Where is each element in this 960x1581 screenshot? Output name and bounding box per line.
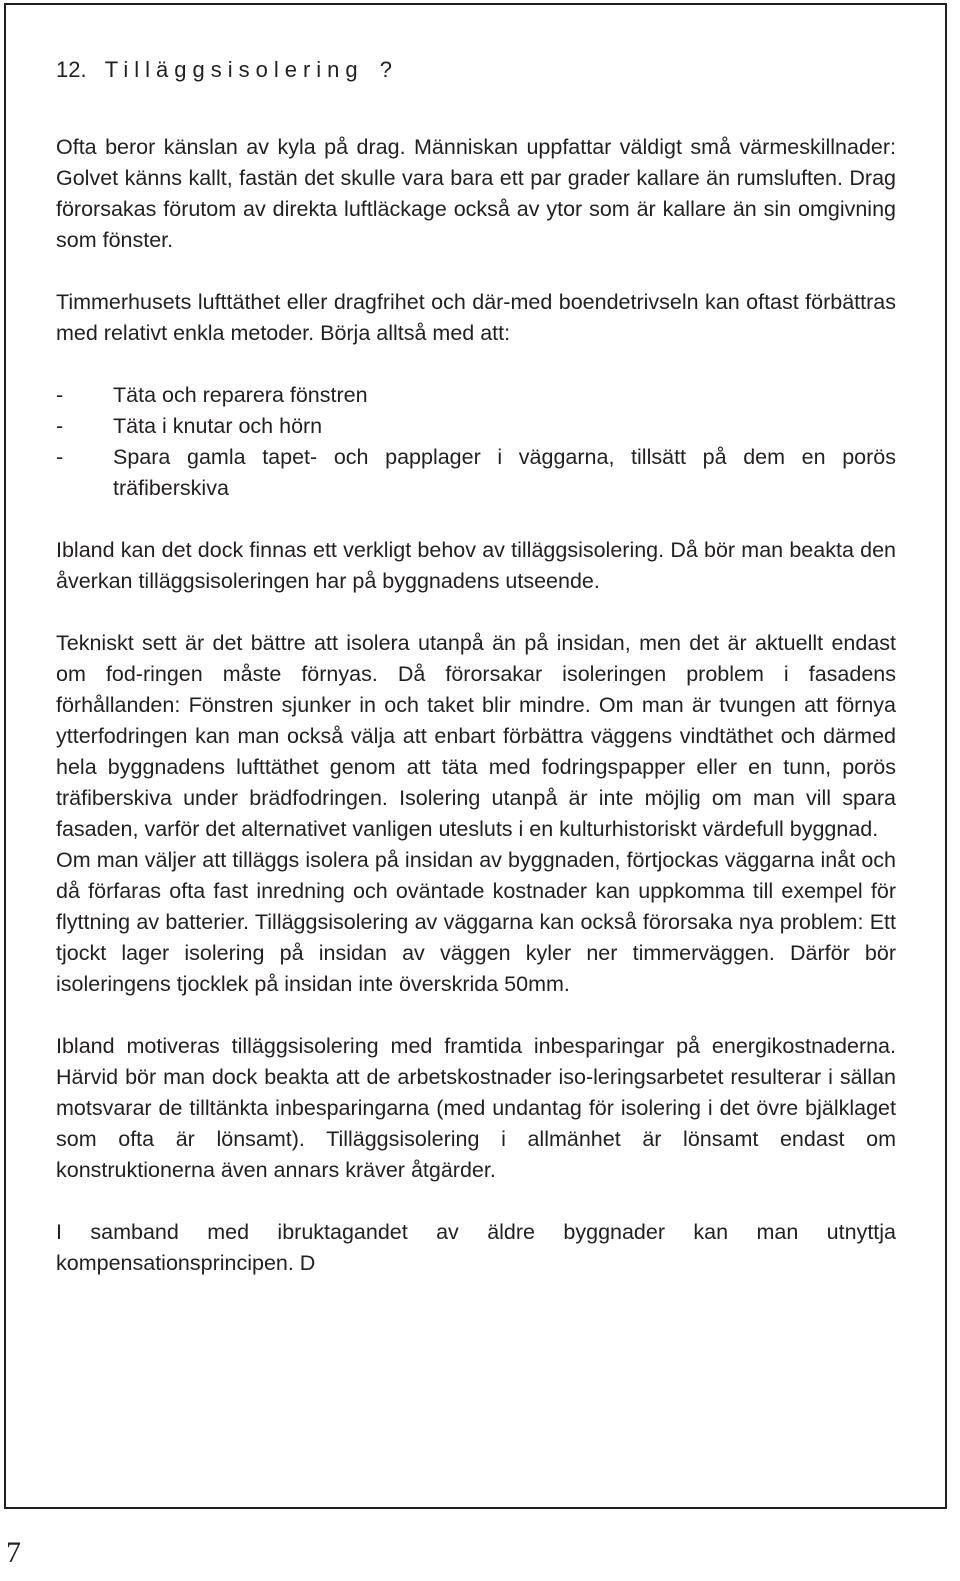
paragraph-inside-insulation: Om man väljer att tilläggs isolera på insidan av byggnaden, förtjockas väggarna inåt och då förfaras ofta fast inredning och oväntade kostnader kan uppkomma till exempel för flyttning av batterier. Tilläggsisolering av väggarna kan också förorsaka nya problem: Ett tjockt lager isolering på insidan av väggen kyler ner timmerväggen. Därför bör isoleringens tjocklek på insidan inte överskrida 50mm. — [56, 848, 896, 996]
paragraph-need-for-insulation: Ibland kan det dock finnas ett verkligt behov av tilläggsisolering. Då bör man beakta den åverkan tilläggsisoleringen har på byggnadens utseende. — [56, 538, 896, 593]
list-item-text: Täta och reparera fönstren — [113, 383, 368, 407]
list-dash: - — [56, 445, 64, 469]
paragraph-energy-savings: Ibland motiveras tilläggsisolering med framtida inbesparingar på energikostnaderna. Härvid bör man dock beakta att de arbetskostnader iso-leringsarbetet resulterar i sällan motsvarar de tilltänkta inbesparingarna (med undantag för isolering i det övre bjälklaget som ofta är lönsamt). Tilläggsisolering i allmänhet är lönsamt endast om konstruktionerna även annars kräver åtgärder. — [56, 1034, 896, 1182]
list-item — [56, 380, 896, 411]
paragraph-outside-insulation: Tekniskt sett är det bättre att isolera utanpå än på insidan, men det är aktuellt endast om fod-ringen måste förnyas. Då förorsakar isoleringen problem i fasadens förhållanden: Fönstren sjunker in och taket blir mindre. Om man är tvungen att förnya ytterfodringen kan man också välja att enbart förbättra väggens vindtäthet och därmed hela byggnadens lufttäthet genom att täta med fodringspapper eller en tunn, porös träfiberskiva under brädfodringen. Isolering utanpå är inte möjlig om man vill spara fasaden, varför det alternativet vanligen utesluts i en kulturhistoriskt värdefull byggnad. — [56, 631, 896, 841]
section-heading — [56, 54, 896, 85]
list-dash: - — [56, 414, 64, 438]
list-item-text: Täta i knutar och hörn — [113, 414, 323, 438]
document-body — [56, 54, 896, 1279]
page-number: 7 — [6, 1536, 21, 1569]
list-item-text: Spara gamla tapet- och papplager i väggarna, tillsätt på dem en porös träfiberskiva — [113, 445, 896, 500]
paragraph-airtightness: Timmerhusets lufttäthet eller dragfrihet och där-med boendetrivseln kan oftast förbättras med relativt enkla metoder. Börja alltså med att: — [56, 290, 896, 345]
paragraph-compensation-principle: I samband med ibruktagandet av äldre byggnader kan man utnyttja kompensationsprincipen. D — [56, 1220, 896, 1275]
measure-list — [56, 380, 896, 504]
section-number: 12. — [56, 57, 87, 82]
paragraph-draft-causes: Ofta beror känslan av kyla på drag. Människan uppfattar väldigt små värmeskillnader: Golvet känns kallt, fastän det skulle vara bara ett par grader kallare än rumsluften. Drag förorsakas förutom av direkta luftläckage också av ytor som är kallare än sin omgivning som fönster. — [56, 135, 896, 252]
list-dash: - — [56, 383, 64, 407]
list-item — [56, 442, 896, 504]
list-item — [56, 411, 896, 442]
section-title: Tilläggsisolering ? — [104, 57, 398, 82]
